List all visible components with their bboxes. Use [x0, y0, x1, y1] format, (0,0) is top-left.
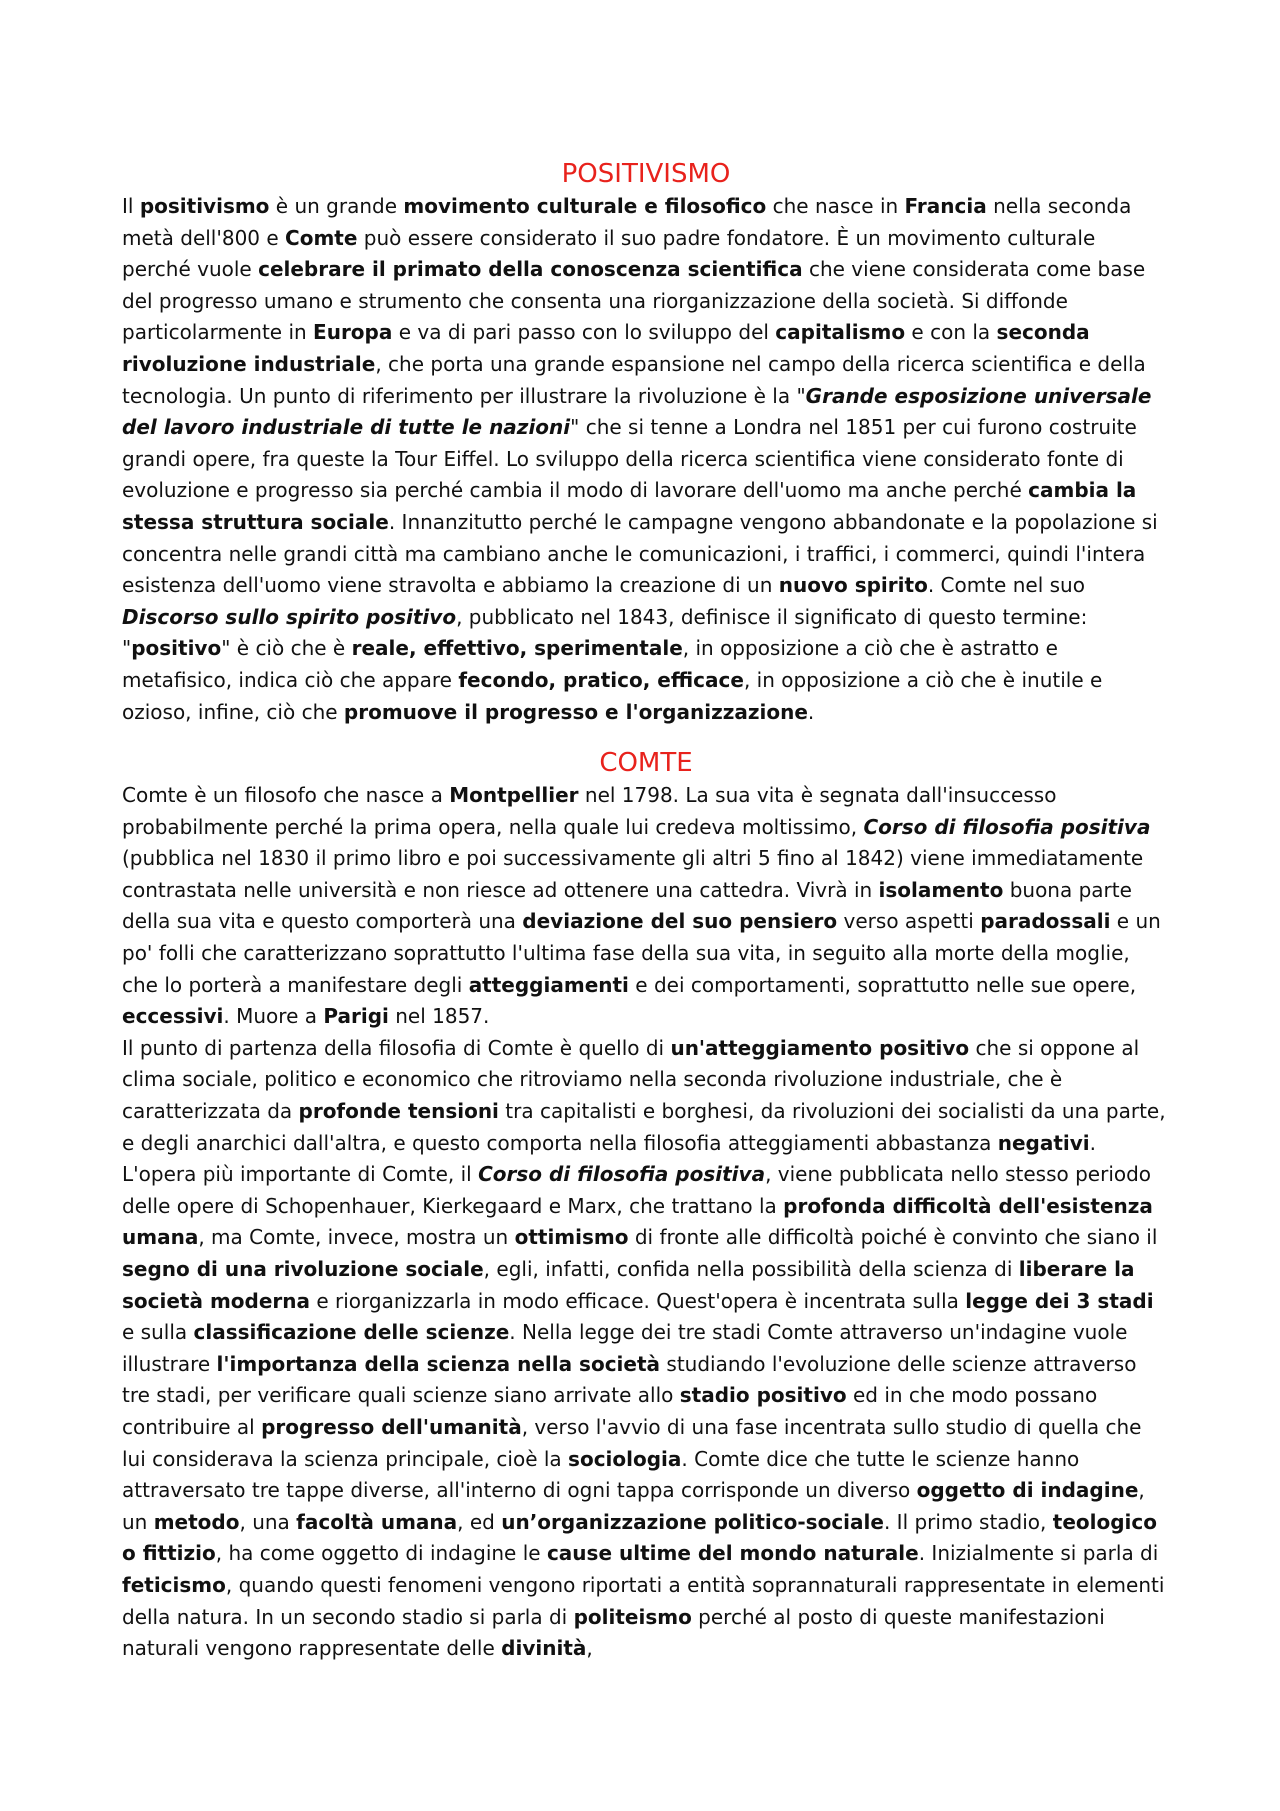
- body-text: . Nella legge dei tre stadi Comte attraverso un'indagine vuole illustrare: [122, 1320, 1128, 1376]
- document-body: [122, 157, 1170, 1665]
- bold-italic-text: Corso di filosofia positiva: [478, 1162, 766, 1187]
- bold-italic-text: Corso di filosofia positiva: [863, 814, 1151, 839]
- body-text: e sulla: [122, 1320, 194, 1345]
- bold-text: metodo: [153, 1509, 240, 1534]
- body-text: , in opposizione a ciò che è astratto e metafisico, indica ciò che appare: [122, 636, 1058, 692]
- paragraph: [122, 780, 1170, 1033]
- body-text: (pubblica nel 1830 il primo libro e poi successivamente gli altri 5 fino al 1842) viene immediatamente contrastata nelle università e non riesce ad ottenere una cattedra. Vivrà in: [122, 846, 1144, 902]
- body-text: che nasce in: [766, 194, 905, 218]
- body-text: , ha come oggetto di indagine le: [215, 1541, 547, 1566]
- bold-text: paradossali: [980, 909, 1111, 934]
- body-text: che si oppone al clima sociale, politico e economico che ritroviamo nella seconda rivoluzione industriale, che è caratterizzata da: [122, 1035, 1140, 1124]
- body-text: nel 1857.: [388, 1004, 490, 1029]
- body-text: verso aspetti: [837, 909, 981, 934]
- bold-text: reale, effettivo, sperimentale: [351, 636, 683, 661]
- body-text: " che si tenne a Londra nel 1851 per cui furono costruite grandi opere, fra queste la Tour Eiffel. Lo sviluppo della ricerca scientifica viene considerato fonte di evoluzione e progresso sia perché cambia il modo di lavorare dell'uomo ma anche perché: [122, 415, 1137, 503]
- section-body-positivismo: [122, 191, 1170, 728]
- bold-text: isolamento: [878, 877, 1004, 902]
- section-body-comte: [122, 780, 1170, 1665]
- bold-text: profonda difficoltà dell'esistenza umana: [122, 1193, 1153, 1250]
- body-text: che viene considerata come base del progresso umano e strumento che consenta una riorganizzazione della società. Si diffonde particolarmente in: [122, 257, 1146, 345]
- body-text: , che porta una grande espansione nel campo della ricerca scientifica e della tecnologia. Un punto di riferimento per illustrare la rivoluzione è la ": [122, 351, 1146, 408]
- bold-text: seconda rivoluzione industriale: [122, 320, 1090, 376]
- body-text: Comte è un filosofo che nasce a: [122, 783, 450, 808]
- body-text: , ed: [457, 1509, 502, 1534]
- bold-text: Comte: [285, 225, 358, 250]
- body-text: è un grande: [269, 194, 404, 218]
- bold-text: classificazione delle scienze: [193, 1320, 510, 1345]
- body-text: ,: [586, 1636, 593, 1661]
- bold-text: cause ultime del mondo naturale: [546, 1541, 919, 1566]
- bold-text: legge dei 3 stadi: [965, 1288, 1154, 1313]
- section-title-positivismo: POSITIVISMO: [561, 159, 731, 189]
- body-text: e con la: [905, 320, 997, 345]
- bold-text: progresso dell'umanità: [261, 1414, 522, 1439]
- bold-text: facoltà umana: [296, 1509, 458, 1534]
- body-text: " è ciò che è: [221, 636, 352, 661]
- bold-text: Francia: [904, 194, 987, 218]
- bold-text: liberare la società moderna: [122, 1257, 1135, 1313]
- body-text: . L'opera più importante di Comte, il: [122, 1130, 1096, 1187]
- bold-text: stadio positivo: [679, 1383, 847, 1408]
- bold-text: cambia la stessa struttura sociale: [122, 478, 1137, 534]
- body-text: , un: [122, 1478, 1145, 1534]
- bold-text: feticismo: [122, 1572, 226, 1597]
- body-text: . Comte dice che tutte le scienze hanno attraversato tre tappe diverse, all'interno di ogni tappa corrisponde un diverso: [122, 1446, 1080, 1503]
- bold-text: atteggiamenti: [468, 972, 629, 997]
- bold-text: ottimismo: [514, 1225, 629, 1250]
- bold-text: eccessivi: [122, 1004, 224, 1029]
- bold-text: celebrare il primato della conoscenza scientifica: [258, 257, 803, 282]
- bold-italic-text: Discorso sullo spirito positivo: [122, 604, 457, 629]
- body-text: Il punto di partenza della filosofia di Comte è quello di: [122, 1035, 671, 1060]
- bold-text: nuovo spirito: [778, 573, 928, 598]
- bold-text: movimento culturale e filosofico: [403, 194, 767, 218]
- paragraph: [122, 191, 1170, 728]
- body-text: e dei comportamenti, soprattutto nelle sue opere,: [628, 972, 1137, 997]
- body-text: , in opposizione a ciò che è inutile e ozioso, infine, ciò che: [122, 667, 1103, 724]
- bold-text: fecondo, pratico, efficace: [458, 667, 744, 692]
- bold-text: l'importanza della scienza nella società: [216, 1351, 661, 1376]
- bold-text: capitalismo: [775, 320, 906, 345]
- bold-text: un’organizzazione politico-sociale: [501, 1509, 884, 1534]
- body-text: , una: [239, 1509, 297, 1534]
- paragraph: [122, 1033, 1170, 1665]
- body-text: . Inizialmente si parla di: [918, 1541, 1159, 1566]
- body-text: buona parte della sua vita e questo comporterà una: [122, 877, 1132, 934]
- body-text: tra capitalisti e borghesi, da rivoluzioni dei socialisti da una parte, e degli anarchici dall'altra, e questo comporta nella filosofia atteggiamenti abbastanza: [122, 1099, 1166, 1155]
- bold-text: divinità: [501, 1636, 587, 1661]
- body-text: .: [807, 699, 815, 724]
- body-text: nella seconda metà dell'800 e: [122, 194, 1132, 250]
- bold-text: un'atteggiamento positivo: [670, 1035, 970, 1060]
- bold-text: negativi: [997, 1130, 1090, 1155]
- section-title-comte: COMTE: [599, 748, 693, 779]
- body-text: studiando l'evoluzione delle scienze attraverso tre stadi, per verificare quali scienze siano arrivate allo: [122, 1351, 1137, 1408]
- bold-italic-text: Grande esposizione universale del lavoro industriale di tutte le nazioni: [122, 383, 1152, 440]
- bold-text: teologico o fittizio: [122, 1509, 1157, 1566]
- bold-text: profonde tensioni: [298, 1099, 499, 1124]
- bold-text: sociologia: [568, 1446, 682, 1471]
- body-text: nel 1798. La sua vita è segnata dall'insuccesso probabilmente perché la prima opera, nella quale lui credeva moltissimo,: [122, 783, 1057, 839]
- bold-text: oggetto di indagine: [916, 1478, 1139, 1503]
- body-text: di fronte alle difficoltà poiché è convinto che siano il: [628, 1225, 1158, 1250]
- bold-text: deviazione del suo pensiero: [522, 909, 838, 934]
- body-text: può essere considerato il suo padre fondatore. È un movimento culturale perché vuole: [122, 225, 1096, 282]
- body-text: , egli, infatti, confida nella possibilità della scienza di: [483, 1257, 1019, 1281]
- bold-text: Parigi: [323, 1004, 389, 1029]
- body-text: . Innanzitutto perché le campagne vengono abbandonate e la popolazione si concentra nelle grandi città ma cambiano anche le comunicazioni, i traffici, i commerci, quindi l'intera esistenza dell'uomo viene stravolta e abbiamo la creazione di un: [122, 509, 1158, 598]
- body-text: , pubblicato nel 1843, definisce il significato di questo termine: ": [122, 604, 1088, 661]
- body-text: . Comte nel suo: [927, 573, 1085, 598]
- body-text: Il: [122, 194, 140, 218]
- bold-text: positivismo: [139, 194, 270, 218]
- body-text: . Il primo stadio,: [883, 1509, 1053, 1534]
- body-text: . Muore a: [223, 1004, 324, 1029]
- bold-text: promuove il progresso e l'organizzazione: [343, 699, 808, 724]
- bold-text: positivo: [131, 636, 222, 661]
- body-text: e va di pari passo con lo sviluppo del: [392, 320, 776, 345]
- body-text: perché al posto di queste manifestazioni naturali vengono rappresentate delle: [122, 1604, 1105, 1661]
- body-text: , ma Comte, invece, mostra un: [198, 1225, 515, 1250]
- body-text: ed in che modo possano contribuire al: [122, 1383, 1098, 1439]
- bold-text: politeismo: [573, 1604, 692, 1629]
- body-text: , verso l'avvio di una fase incentrata sullo studio di quella che lui considerava la scienza principale, cioè la: [122, 1414, 1142, 1471]
- body-text: e riorganizzarla in modo efficace. Quest'opera è incentrata sulla: [310, 1288, 966, 1313]
- body-text: , viene pubblicata nello stesso periodo delle opere di Schopenhauer, Kierkegaard e Marx, che trattano la: [122, 1162, 1152, 1218]
- bold-text: Europa: [313, 320, 393, 345]
- bold-text: segno di una rivoluzione sociale: [122, 1257, 484, 1281]
- bold-text: Montpellier: [449, 783, 579, 808]
- body-text: e un po' folli che caratterizzano soprattutto l'ultima fase della sua vita, in seguito alla morte della moglie, che lo porterà a manifestare degli: [122, 909, 1161, 997]
- body-text: , quando questi fenomeni vengono riportati a entità soprannaturali rappresentate in elementi della natura. In un secondo stadio si parla di: [122, 1572, 1165, 1629]
